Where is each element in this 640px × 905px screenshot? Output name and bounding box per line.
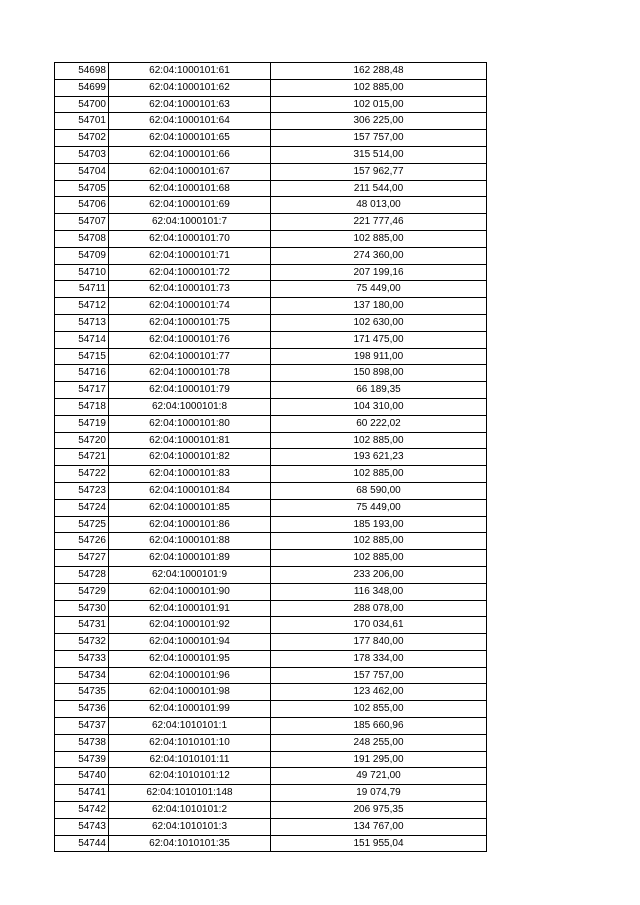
table-row (55, 449, 487, 466)
table-row (55, 533, 487, 550)
row-index-cell: 54707 (55, 214, 109, 231)
table-row (55, 634, 487, 651)
cadastral-number-cell: 62:04:1000101:63 (109, 96, 271, 113)
table-row (55, 230, 487, 247)
table-row (55, 516, 487, 533)
table-row (55, 382, 487, 399)
table-row (55, 298, 487, 315)
cadastral-value-cell: 150 898,00 (271, 365, 487, 382)
cadastral-number-cell: 62:04:1000101:96 (109, 667, 271, 684)
cadastral-number-cell: 62:04:1000101:85 (109, 499, 271, 516)
row-index-cell: 54698 (55, 63, 109, 80)
cadastral-number-cell: 62:04:1010101:1 (109, 718, 271, 735)
cadastral-value-cell: 221 777,46 (271, 214, 487, 231)
row-index-cell: 54726 (55, 533, 109, 550)
table-row (55, 499, 487, 516)
row-index-cell: 54730 (55, 600, 109, 617)
cadastral-value-cell: 178 334,00 (271, 650, 487, 667)
row-index-cell: 54718 (55, 398, 109, 415)
cadastral-value-cell: 171 475,00 (271, 331, 487, 348)
row-index-cell: 54706 (55, 197, 109, 214)
row-index-cell: 54729 (55, 583, 109, 600)
cadastral-number-cell: 62:04:1000101:73 (109, 281, 271, 298)
cadastral-number-cell: 62:04:1000101:83 (109, 466, 271, 483)
row-index-cell: 54716 (55, 365, 109, 382)
table-row (55, 180, 487, 197)
row-index-cell: 54712 (55, 298, 109, 315)
table-row (55, 331, 487, 348)
cadastral-number-cell: 62:04:1000101:86 (109, 516, 271, 533)
cadastral-value-cell: 185 193,00 (271, 516, 487, 533)
table-row (55, 751, 487, 768)
row-index-cell: 54740 (55, 768, 109, 785)
table-row (55, 802, 487, 819)
cadastral-number-cell: 62:04:1000101:68 (109, 180, 271, 197)
row-index-cell: 54714 (55, 331, 109, 348)
table-row (55, 667, 487, 684)
row-index-cell: 54711 (55, 281, 109, 298)
cadastral-number-cell: 62:04:1000101:79 (109, 382, 271, 399)
cadastral-number-cell: 62:04:1000101:80 (109, 415, 271, 432)
row-index-cell: 54725 (55, 516, 109, 533)
cadastral-value-cell: 102 885,00 (271, 550, 487, 567)
row-index-cell: 54724 (55, 499, 109, 516)
cadastral-value-cell: 48 013,00 (271, 197, 487, 214)
row-index-cell: 54721 (55, 449, 109, 466)
table-row (55, 600, 487, 617)
table-row (55, 566, 487, 583)
cadastral-value-cell: 102 630,00 (271, 314, 487, 331)
row-index-cell: 54717 (55, 382, 109, 399)
cadastral-value-cell: 157 757,00 (271, 667, 487, 684)
cadastral-number-cell: 62:04:1000101:84 (109, 482, 271, 499)
row-index-cell: 54733 (55, 650, 109, 667)
table-row (55, 768, 487, 785)
row-index-cell: 54735 (55, 684, 109, 701)
row-index-cell: 54722 (55, 466, 109, 483)
table-row (55, 398, 487, 415)
row-index-cell: 54713 (55, 314, 109, 331)
cadastral-number-cell: 62:04:1000101:76 (109, 331, 271, 348)
table-row (55, 718, 487, 735)
cadastral-value-cell: 170 034,61 (271, 617, 487, 634)
table-row (55, 79, 487, 96)
cadastral-value-cell: 116 348,00 (271, 583, 487, 600)
table-body (55, 63, 487, 852)
cadastral-value-cell: 75 449,00 (271, 499, 487, 516)
row-index-cell: 54715 (55, 348, 109, 365)
cadastral-value-table (54, 62, 487, 852)
row-index-cell: 54738 (55, 734, 109, 751)
document-page (54, 62, 486, 849)
cadastral-value-cell: 60 222,02 (271, 415, 487, 432)
table-row (55, 432, 487, 449)
cadastral-value-cell: 157 962,77 (271, 163, 487, 180)
cadastral-number-cell: 62:04:1000101:78 (109, 365, 271, 382)
table-row (55, 818, 487, 835)
cadastral-number-cell: 62:04:1000101:69 (109, 197, 271, 214)
cadastral-value-cell: 162 288,48 (271, 63, 487, 80)
cadastral-number-cell: 62:04:1000101:77 (109, 348, 271, 365)
table-row (55, 466, 487, 483)
cadastral-number-cell: 62:04:1000101:66 (109, 146, 271, 163)
table-row (55, 785, 487, 802)
cadastral-value-cell: 248 255,00 (271, 734, 487, 751)
table-row (55, 247, 487, 264)
row-index-cell: 54741 (55, 785, 109, 802)
cadastral-number-cell: 62:04:1000101:64 (109, 113, 271, 130)
cadastral-value-cell: 157 757,00 (271, 130, 487, 147)
row-index-cell: 54744 (55, 835, 109, 852)
row-index-cell: 54727 (55, 550, 109, 567)
table-row (55, 214, 487, 231)
cadastral-number-cell: 62:04:1000101:65 (109, 130, 271, 147)
cadastral-value-cell: 151 955,04 (271, 835, 487, 852)
cadastral-value-cell: 206 975,35 (271, 802, 487, 819)
table-row (55, 281, 487, 298)
row-index-cell: 54710 (55, 264, 109, 281)
row-index-cell: 54699 (55, 79, 109, 96)
table-row (55, 835, 487, 852)
cadastral-number-cell: 62:04:1000101:74 (109, 298, 271, 315)
cadastral-number-cell: 62:04:1000101:90 (109, 583, 271, 600)
row-index-cell: 54704 (55, 163, 109, 180)
cadastral-value-cell: 198 911,00 (271, 348, 487, 365)
cadastral-number-cell: 62:04:1000101:7 (109, 214, 271, 231)
cadastral-value-cell: 274 360,00 (271, 247, 487, 264)
cadastral-number-cell: 62:04:1010101:12 (109, 768, 271, 785)
cadastral-number-cell: 62:04:1000101:88 (109, 533, 271, 550)
cadastral-number-cell: 62:04:1000101:61 (109, 63, 271, 80)
cadastral-number-cell: 62:04:1000101:94 (109, 634, 271, 651)
table-row (55, 415, 487, 432)
row-index-cell: 54743 (55, 818, 109, 835)
cadastral-number-cell: 62:04:1000101:71 (109, 247, 271, 264)
cadastral-value-cell: 315 514,00 (271, 146, 487, 163)
cadastral-value-cell: 102 885,00 (271, 230, 487, 247)
row-index-cell: 54739 (55, 751, 109, 768)
table-row (55, 113, 487, 130)
cadastral-number-cell: 62:04:1000101:92 (109, 617, 271, 634)
cadastral-number-cell: 62:04:1000101:82 (109, 449, 271, 466)
row-index-cell: 54728 (55, 566, 109, 583)
cadastral-number-cell: 62:04:1000101:75 (109, 314, 271, 331)
table-row (55, 163, 487, 180)
cadastral-number-cell: 62:04:1000101:70 (109, 230, 271, 247)
row-index-cell: 54703 (55, 146, 109, 163)
cadastral-number-cell: 62:04:1000101:81 (109, 432, 271, 449)
row-index-cell: 54702 (55, 130, 109, 147)
cadastral-number-cell: 62:04:1000101:9 (109, 566, 271, 583)
row-index-cell: 54723 (55, 482, 109, 499)
table-row (55, 314, 487, 331)
cadastral-value-cell: 123 462,00 (271, 684, 487, 701)
cadastral-value-cell: 102 885,00 (271, 79, 487, 96)
table-row (55, 365, 487, 382)
cadastral-value-cell: 191 295,00 (271, 751, 487, 768)
row-index-cell: 54709 (55, 247, 109, 264)
cadastral-number-cell: 62:04:1000101:98 (109, 684, 271, 701)
table-row (55, 617, 487, 634)
cadastral-value-cell: 211 544,00 (271, 180, 487, 197)
table-row (55, 701, 487, 718)
row-index-cell: 54720 (55, 432, 109, 449)
cadastral-value-cell: 104 310,00 (271, 398, 487, 415)
table-row (55, 146, 487, 163)
table-row (55, 197, 487, 214)
cadastral-number-cell: 62:04:1000101:89 (109, 550, 271, 567)
cadastral-value-cell: 137 180,00 (271, 298, 487, 315)
cadastral-value-cell: 177 840,00 (271, 634, 487, 651)
row-index-cell: 54737 (55, 718, 109, 735)
cadastral-value-cell: 193 621,23 (271, 449, 487, 466)
cadastral-value-cell: 185 660,96 (271, 718, 487, 735)
cadastral-value-cell: 19 074,79 (271, 785, 487, 802)
cadastral-number-cell: 62:04:1000101:8 (109, 398, 271, 415)
cadastral-number-cell: 62:04:1010101:35 (109, 835, 271, 852)
table-row (55, 63, 487, 80)
cadastral-value-cell: 288 078,00 (271, 600, 487, 617)
table-row (55, 650, 487, 667)
table-row (55, 96, 487, 113)
cadastral-value-cell: 102 015,00 (271, 96, 487, 113)
row-index-cell: 54731 (55, 617, 109, 634)
cadastral-number-cell: 62:04:1000101:99 (109, 701, 271, 718)
row-index-cell: 54719 (55, 415, 109, 432)
row-index-cell: 54732 (55, 634, 109, 651)
cadastral-value-cell: 66 189,35 (271, 382, 487, 399)
cadastral-number-cell: 62:04:1000101:72 (109, 264, 271, 281)
row-index-cell: 54700 (55, 96, 109, 113)
table-row (55, 130, 487, 147)
cadastral-number-cell: 62:04:1010101:10 (109, 734, 271, 751)
row-index-cell: 54736 (55, 701, 109, 718)
row-index-cell: 54701 (55, 113, 109, 130)
cadastral-number-cell: 62:04:1010101:11 (109, 751, 271, 768)
cadastral-value-cell: 306 225,00 (271, 113, 487, 130)
cadastral-value-cell: 49 721,00 (271, 768, 487, 785)
cadastral-value-cell: 207 199,16 (271, 264, 487, 281)
row-index-cell: 54708 (55, 230, 109, 247)
cadastral-value-cell: 102 885,00 (271, 466, 487, 483)
cadastral-value-cell: 75 449,00 (271, 281, 487, 298)
cadastral-number-cell: 62:04:1010101:2 (109, 802, 271, 819)
cadastral-value-cell: 102 885,00 (271, 432, 487, 449)
cadastral-value-cell: 134 767,00 (271, 818, 487, 835)
cadastral-number-cell: 62:04:1000101:95 (109, 650, 271, 667)
cadastral-number-cell: 62:04:1010101:148 (109, 785, 271, 802)
table-row (55, 583, 487, 600)
table-row (55, 734, 487, 751)
table-row (55, 482, 487, 499)
table-row (55, 684, 487, 701)
table-row (55, 550, 487, 567)
row-index-cell: 54742 (55, 802, 109, 819)
cadastral-number-cell: 62:04:1000101:91 (109, 600, 271, 617)
cadastral-number-cell: 62:04:1000101:67 (109, 163, 271, 180)
cadastral-number-cell: 62:04:1010101:3 (109, 818, 271, 835)
table-row (55, 264, 487, 281)
cadastral-value-cell: 102 855,00 (271, 701, 487, 718)
row-index-cell: 54734 (55, 667, 109, 684)
cadastral-value-cell: 68 590,00 (271, 482, 487, 499)
cadastral-number-cell: 62:04:1000101:62 (109, 79, 271, 96)
row-index-cell: 54705 (55, 180, 109, 197)
cadastral-value-cell: 102 885,00 (271, 533, 487, 550)
cadastral-value-cell: 233 206,00 (271, 566, 487, 583)
table-row (55, 348, 487, 365)
